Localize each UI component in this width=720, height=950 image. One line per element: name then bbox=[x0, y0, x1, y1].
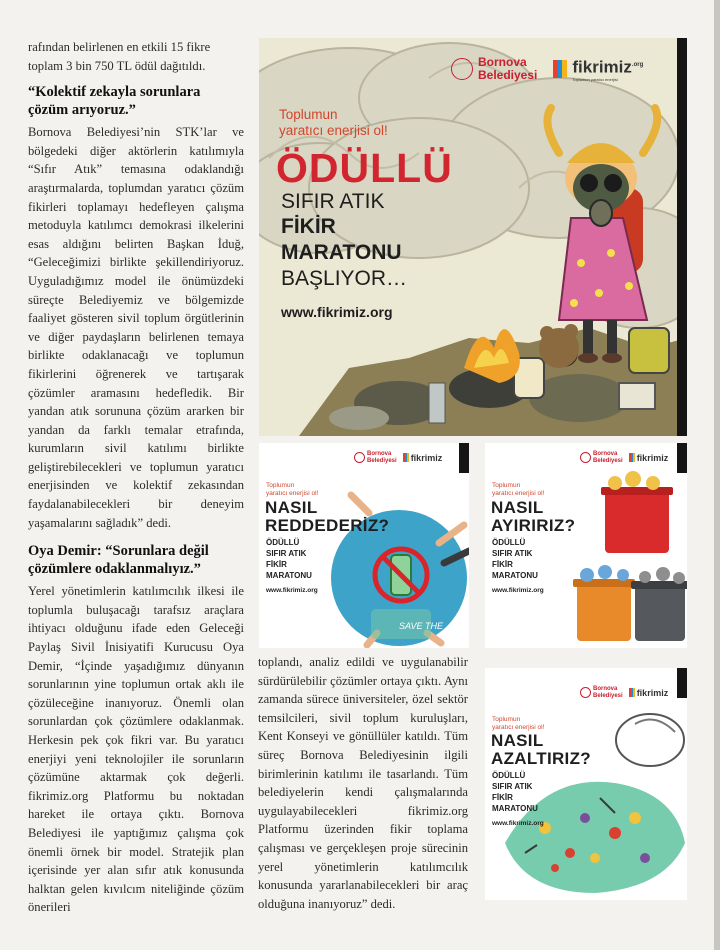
poster-maratonu: MARATONU bbox=[281, 241, 402, 264]
poster-odullu: ÖDÜLLÜ bbox=[276, 145, 453, 191]
fikrimiz-mark-icon bbox=[629, 453, 635, 462]
paragraph-continuation: toplandı, analiz edildi ve uygulanabilir sürdürülebilir çözümler ortaya çıktı. Aynı zamanda sürece üniversiteler, özel sektör temsilcileri, sivil toplum kuruluşları, Kent Konseyi ve gönüllüler katıldı. Tüm süreç Bornova Belediyesinin ilgili birimlerinin katılımı ile tasarlandı. Tüm belediyelerin kendi çalışmalarında uygulayabilecekleri fikrimiz.org Platformu üzerinden fikir toplama çalışması ve gerçekleşen proje sürecinin yerel yönetimlerin katılımcılık konusunda yararlanabilecekleri bir araç olduğuna inanıyoruz” dedi. bbox=[258, 655, 468, 911]
poster-maraton-lines bbox=[492, 537, 538, 581]
poster-question-line1: NASIL bbox=[491, 731, 544, 750]
bornova-belediyesi-logo bbox=[451, 56, 537, 82]
fikrimiz-mark-icon bbox=[629, 688, 635, 697]
article-column-middle bbox=[258, 653, 468, 913]
bornova-logo-line1: Bornova bbox=[367, 451, 392, 457]
poster-tagline-line2: yaratıcı enerjisi ol! bbox=[266, 489, 319, 497]
poster-question-line2: REDDEDERİZ? bbox=[265, 516, 390, 535]
poster-ayiririz bbox=[485, 443, 687, 648]
poster-tagline bbox=[266, 482, 318, 497]
poster-question-line2: AYIRIRIZ? bbox=[491, 516, 576, 535]
fikrimiz-logo-text: fikrimiz bbox=[636, 452, 669, 463]
bornova-belediyesi-logo bbox=[580, 451, 623, 464]
poster-maraton-lines bbox=[266, 537, 312, 581]
article-column-left bbox=[28, 38, 244, 917]
poster-azaltiriz bbox=[485, 668, 687, 900]
poster-maratonu: MARATONU bbox=[492, 804, 538, 813]
bornova-logo-line2: Belediyesi bbox=[593, 457, 623, 464]
bornova-logo-line1: Bornova bbox=[478, 55, 527, 69]
fikrimiz-logo bbox=[553, 56, 643, 82]
page-edge-shadow bbox=[714, 0, 720, 950]
paragraph-iduğ-quote: Bornova Belediyesi’nin STK’lar ve bölgedeki diğer aktörlerin katılımıyla “Sıfır Atık” temasına odaklandığı araştırmalarda, toplumdan yaratıcı çözüm fikirleri toplamayı hedefleyen çalışma metoduyla katılımcı demokrasi ilkelerini esas aldığını belirten Başkan İduğ, “Geleceğimizi birlikte şekillendiriyoruz. Uyguladığımız model ile önümüzdeki süreçte Belediyemiz ve bölgemizde faaliyet gösteren sivil toplum örgütlerinin ve diğer paydaşların belirlenen temaya birlikte odaklanacağı ve toplumun fikirlerini öğrenerek ve tartışarak çözümler aramasını hedefledik. Bir yandan atık sorununa çözüm ararken bir yandan da farklı temalar etrafında, kurumların sivil katılımı birlikte geliştirebilecekleri ve toplumun yaratıcı enerjisinden ve kolektif zekasından faydalanabilecekleri bir deneyim yaşamalarını sağladık” dedi. bbox=[28, 125, 244, 530]
poster-basliyor: BAŞLIYOR… bbox=[281, 267, 408, 290]
orange-bin-graphic bbox=[573, 565, 635, 641]
subheading-oya-demir: Oya Demir: “Sorunlara değil çözümlere odaklanmalıyız.” bbox=[28, 543, 209, 578]
poster-question-line2: AZALTIRIZ? bbox=[491, 749, 591, 768]
poster-url: www.fikrimiz.org bbox=[492, 587, 544, 594]
poster-ayiririz-logos bbox=[580, 451, 668, 464]
fikrimiz-logo-tld: .org bbox=[631, 62, 644, 69]
trash-pile-graphic bbox=[299, 324, 687, 436]
bornova-logo-line2: Belediyesi bbox=[478, 68, 538, 82]
poster-tagline bbox=[492, 716, 544, 731]
poster-tagline-line1: Toplumun bbox=[492, 716, 521, 723]
poster-azaltiriz-logos bbox=[580, 686, 668, 699]
poster-url: www.fikrimiz.org bbox=[281, 304, 393, 320]
fikrimiz-logo-text: fikrimiz bbox=[410, 452, 443, 463]
poster-sifir-atik: SIFIR ATIK bbox=[266, 549, 307, 558]
bornova-belediyesi-logo bbox=[580, 686, 623, 699]
poster-question bbox=[265, 499, 389, 535]
poster-url: www.fikrimiz.org bbox=[266, 587, 318, 594]
poster-tagline-line2: yaratıcı enerjisi ol! bbox=[492, 723, 545, 731]
bornova-seal-icon bbox=[580, 452, 591, 463]
bornova-seal-icon bbox=[451, 58, 473, 80]
poster-reddederiz-logos bbox=[354, 451, 442, 464]
poster-sifir-atik: SIFIR ATIK bbox=[492, 782, 533, 791]
poster-odullu: ÖDÜLLÜ bbox=[492, 538, 526, 547]
poster-tagline-line1: Toplumun bbox=[492, 482, 521, 489]
poster-question bbox=[491, 732, 591, 768]
poster-art-text: SAVE THE bbox=[399, 621, 444, 631]
poster-odullu: ÖDÜLLÜ bbox=[266, 538, 300, 547]
intro-line-2: toplam 3 bin 750 TL ödül dağıtıldı. bbox=[28, 58, 206, 73]
poster-maratonu: MARATONU bbox=[266, 571, 312, 580]
fikrimiz-mark-icon bbox=[553, 60, 567, 78]
poster-tagline-line2: yaratıcı enerjisi ol! bbox=[279, 123, 388, 138]
poster-main-logos bbox=[451, 56, 643, 82]
poster-reddederiz bbox=[259, 443, 469, 648]
poster-sifir-atik: SIFIR ATIK bbox=[492, 549, 533, 558]
poster-question-line1: NASIL bbox=[265, 498, 318, 517]
poster-tagline-line1: Toplumun bbox=[279, 107, 338, 122]
fikrimiz-logo bbox=[629, 453, 669, 463]
bornova-logo-line2: Belediyesi bbox=[367, 457, 397, 464]
fikrimiz-logo-text: fikrimiz bbox=[572, 57, 632, 77]
poster-edge-strip bbox=[677, 38, 687, 436]
red-bin-graphic bbox=[601, 471, 673, 553]
bornova-seal-icon bbox=[580, 687, 591, 698]
poster-tagline-line1: Toplumun bbox=[266, 482, 295, 489]
poster-fikir: FİKİR bbox=[281, 215, 336, 238]
poster-fikir: FİKİR bbox=[492, 793, 513, 802]
fikrimiz-mark-icon bbox=[403, 453, 409, 462]
poster-tagline bbox=[492, 482, 544, 497]
poster-url: www.fikrimiz.org bbox=[492, 820, 544, 827]
fikrimiz-logo bbox=[629, 688, 669, 698]
poster-tagline bbox=[279, 107, 388, 139]
bornova-logo-line2: Belediyesi bbox=[593, 692, 623, 699]
poster-question-line1: NASIL bbox=[491, 498, 544, 517]
fikrimiz-logo-tagline: Toplumun yaratıcı enerjisi bbox=[572, 76, 618, 82]
bornova-logo-line1: Bornova bbox=[593, 451, 618, 457]
intro-line-1: rafından belirlenen en etkili 15 fikre bbox=[28, 40, 211, 54]
paragraph-oya-demir-quote: Yerel yönetimlerin katılımcılık ilkesi ile toplumla buluşacağı tarafsız araçlara ihtiyacı olduğunu ifade eden Geleceği Paylaş Sivil İnisiyatifi Kurucusu Oya Demir, “İçinde yaşadığımız dünyanın sorunlarının yine toplumun ortak aklı ile çözüleceğine inanıyoruz. Önemli olan sorunlardan çok çözümlere odaklanmak. Herkesin pek çok fikri var. Bu yaratıcı enerjiyi yeni teknolojiler ile sorunların çözümüne aktarmak çok değerli. fikrimiz.org Platformu bu noktadan hareket ile ortaya çıktı. Bornova Belediyesi ile yaptığımız çalışma çok önemli örnek bir model. Stratejik plan içerisinde yer alan sıfır atık konusunda halktan gelen kıvılcım niteliğinde çözüm önerileri bbox=[28, 584, 244, 915]
gray-bin-graphic bbox=[631, 567, 687, 641]
poster-maraton-lines bbox=[492, 770, 538, 814]
fikrimiz-logo bbox=[403, 453, 443, 463]
poster-odullu: ÖDÜLLÜ bbox=[492, 771, 526, 780]
poster-fikir: FİKİR bbox=[492, 560, 513, 569]
poster-fikir: FİKİR bbox=[266, 560, 287, 569]
bornova-belediyesi-logo bbox=[354, 451, 397, 464]
subheading-kolektif: “Kolektif zekayla sorunlara çözüm arıyoruz.” bbox=[28, 84, 201, 119]
poster-maratonu: MARATONU bbox=[492, 571, 538, 580]
poster-tagline-line2: yaratıcı enerjisi ol! bbox=[492, 489, 545, 497]
fikrimiz-logo-text: fikrimiz bbox=[636, 687, 669, 698]
poster-sifir-atik: SIFIR ATIK bbox=[281, 190, 385, 213]
bornova-logo-line1: Bornova bbox=[593, 686, 618, 692]
bornova-seal-icon bbox=[354, 452, 365, 463]
poster-question bbox=[491, 499, 575, 535]
poster-main bbox=[259, 38, 687, 436]
